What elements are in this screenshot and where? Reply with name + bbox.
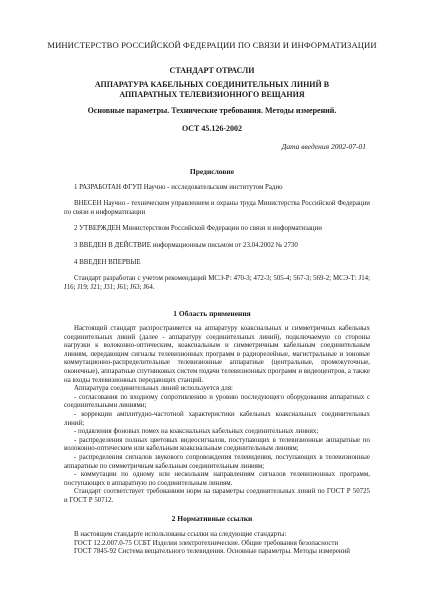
paragraph: Аппаратура соединительных линий используется для: xyxy=(74,385,233,393)
foreword-title: Предисловие xyxy=(189,167,235,176)
ministry-header: МИНИСТЕРСТВО РОССИЙСКОЙ ФЕДЕРАЦИИ ПО СВЯЗИ И ИНФОРМАТИЗАЦИИ xyxy=(47,40,377,50)
paragraph: - коррекции амплитудно-частотной характеристики кабельных коаксиальных соединительных линий; xyxy=(64,410,370,427)
standard-type: СТАНДАРТ ОТРАСЛИ xyxy=(169,66,255,75)
paragraph: ГОСТ 12.2.007.0-75 ССБТ Изделия электротехнические. Общие требования безопасности xyxy=(74,539,339,547)
foreword-item: ВНЕСЕН Научно - техническим управлением и охраны труда Министерства Российской Федерации по связи и информатизации xyxy=(64,200,370,216)
paragraph: Стандарт соответствует требованиям норм на параметры соединительных линий по ГОСТ Р 50725 и ГОСТ Р 50712. xyxy=(64,488,370,504)
document-title: АППАРАТУРА КАБЕЛЬНЫХ СОЕДИНИТЕЛЬНЫХ ЛИНИЙ В АППАРАТНЫХ ТЕЛЕВИЗИОННОГО ВЕЩАНИЯ xyxy=(94,80,330,99)
foreword-item: 4 ВВЕДЕН ВПЕРВЫЕ xyxy=(74,259,141,266)
section-2-body xyxy=(64,531,370,557)
section-1-body xyxy=(64,325,370,505)
foreword-item: 1 РАЗРАБОТАН ФГУП Научно - исследовательским институтом Радио xyxy=(74,184,283,191)
paragraph: Настоящий стандарт распространяется на аппаратуру коаксиальных и симметричных кабельных соединительных линий (далее - аппаратуру соединительных линий), подключаемую со стороны нагрузки к волоконно-оптическим, коаксиальным и симметричным кабельным соединительным линиям, передающим сигналы телевизионных программ в радиорелейные, магистральные и зоновые коммутационно-распределительные телевизионные аппаратные (центральные, промежуточные, оконечные), аппаратные спутниковых систем подачи телевизионных программ и видеоцентров, а также на входы телевизионных передающих станций. xyxy=(64,325,370,384)
foreword-item: 3 ВВЕДЕН В ДЕЙСТВИЕ информационным письмом от 23.04.2002 № 2730 xyxy=(74,242,298,249)
foreword-item: Стандарт разработан с учетом рекомендаций МСЭ-Р: 470-3; 472-3; 505-4; 567-3; 569-2; МСЭ-Т: J14; J16; J19; J21; J31; J61; J63; J64. xyxy=(64,275,370,291)
paragraph: - коммутации по одному или нескольким направлениям сигналов телевизионных программ, поступающих в аппаратную по соединительным линиям. xyxy=(64,471,370,487)
date-of-introduction: Дата введения 2002-07-01 xyxy=(281,142,366,151)
paragraph: - согласования по входному сопротивлению и уровню последующего оборудования аппаратных с соединительными линиями; xyxy=(64,393,370,410)
section-1-title: 1 Область применения xyxy=(173,309,251,318)
standard-code: ОСТ 45.126-2002 xyxy=(181,124,243,133)
paragraph: В настоящем стандарте использованы ссылки на следующие стандарты: xyxy=(74,531,287,538)
section-2-title: 2 Нормативные ссылки xyxy=(171,514,253,523)
paragraph: - подавления фоновых помех на коаксиальных кабельных соединительных линиях; xyxy=(74,428,319,436)
foreword-item: 2 УТВЕРЖДЕН Министерством Российской Федерации по связи и информатизации xyxy=(74,225,322,232)
document-subtitle: Основные параметры. Технические требования. Методы измерений. xyxy=(87,106,337,115)
paragraph: - распределения полных цветовых видеосигналов, поступающих в телевизионные аппаратные по волоконно-оптическим или кабельным коаксиальным соединительным линиям; xyxy=(64,436,370,453)
paragraph: ГОСТ 7845-92 Система вещательного телевидения. Основные параметры. Методы измерений xyxy=(74,548,350,556)
paragraph: - распределения сигналов звукового сопровождения телевидения, поступающих в телевизионные аппаратные по симметричным кабельным соединительным линиям; xyxy=(64,453,370,470)
